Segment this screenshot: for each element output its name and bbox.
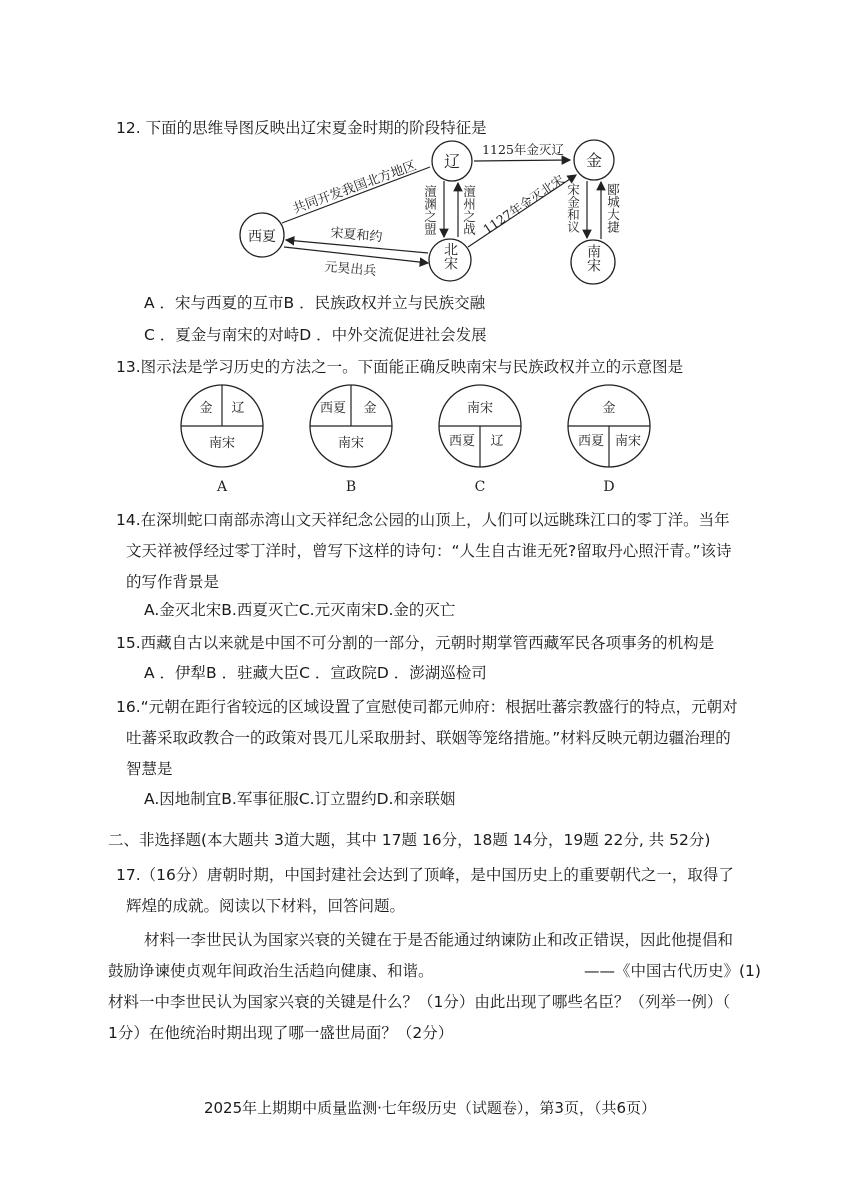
circle-option-c — [439, 385, 521, 495]
svg-text:南宋: 南宋 — [337, 436, 365, 451]
q16-line-2: 吐蕃采取政教合一的政策对畏兀儿采取册封、联姻等笼络措施。”材料反映元朝边疆治理的 — [126, 729, 731, 747]
q15-stem: 15.西藏自古以来就是中国不可分割的一部分，元朝时期掌管西藏军民各项事务的机构是 — [116, 634, 715, 652]
svg-text:西夏: 西夏 — [248, 229, 276, 245]
q14-line-2: 文天祥被俘经过零丁洋时，曾写下这样的诗句：“人生自古谁无死?留取丹心照汗青。”该诗 — [126, 542, 732, 560]
svg-text:南宋: 南宋 — [208, 436, 236, 451]
svg-text:北宋: 北宋 — [442, 242, 458, 270]
edge-label-xixia-liao: 共同开发我国北方地区 — [291, 158, 419, 217]
svg-text:金: 金 — [602, 401, 616, 416]
q16-line-1: 16.“元朝在距行省较远的区域设置了宣慰使司都元帅府：根据吐蕃宗教盛行的特点，元朝对 — [116, 698, 738, 716]
svg-text:南宋: 南宋 — [614, 434, 642, 449]
edge-label-chanyuan: 澶渊之盟 — [422, 185, 438, 235]
q13-stem: 13.图示法是学习历史的方法之一。下面能正确反映南宋与民族政权并立的示意图是 — [116, 358, 684, 376]
node-xixia — [240, 213, 284, 257]
edge-label-jin-beisong: 1127年金灭北宋 — [480, 171, 567, 237]
q13-circle-diagrams — [175, 382, 655, 500]
q16-options: A.因地制宜B.军事征服C.订立盟约D.和亲联姻 — [144, 790, 456, 808]
q17-material-line-1: 材料一李世民认为国家兴衰的关键在于是否能通过纳谏防止和改正错误，因此他提倡和 — [144, 931, 734, 949]
q17-line-1: 17.（16分）唐朝时期，中国封建社会达到了顶峰，是中国历史上的重要朝代之一，取得了 — [116, 866, 734, 884]
q14-line-3: 的写作背景是 — [126, 573, 220, 591]
q16-line-3: 智慧是 — [126, 760, 173, 778]
svg-text:西夏: 西夏 — [319, 401, 347, 416]
circle-option-b — [310, 385, 392, 495]
q12-options-2: C ．夏金与南宋的对峙D ．中外交流促进社会发展 — [144, 326, 487, 344]
svg-text:辽: 辽 — [443, 152, 461, 171]
svg-text:南宋: 南宋 — [585, 244, 601, 272]
q17-line-3: 材料一中李世民认为国家兴衰的关键是什么？（1分）由此出现了哪些名臣？（列举一例）（ — [108, 993, 731, 1011]
q14-options: A.金灭北宋B.西夏灭亡C.元灭南宋D.金的灭亡 — [144, 601, 456, 619]
svg-text:D: D — [603, 479, 615, 495]
circle-option-a — [181, 385, 263, 495]
q12-stem: 12. 下面的思维导图反映出辽宋夏金时期的阶段特征是 — [116, 119, 487, 137]
circle-option-d — [568, 385, 650, 495]
q17-material-line-2: 鼓励诤谏使贞观年间政治生活趋向健康、和谐。 — [108, 962, 434, 980]
svg-text:辽: 辽 — [490, 434, 504, 449]
node-liao — [432, 141, 472, 181]
svg-text:辽: 辽 — [231, 401, 245, 416]
q12-mind-map — [238, 135, 628, 290]
node-beisong — [429, 239, 471, 281]
svg-text:金: 金 — [585, 151, 603, 170]
q17-source: ——《中国古代历史》(1) — [584, 962, 761, 980]
edge-label-yancheng: 郾城大捷 — [605, 183, 621, 233]
svg-text:金: 金 — [363, 401, 377, 416]
svg-text:金: 金 — [199, 401, 213, 416]
svg-text:西夏: 西夏 — [448, 434, 476, 449]
q17-line-4: 1分）在他统治时期出现了哪一盛世局面？（2分） — [108, 1024, 454, 1042]
svg-text:西夏: 西夏 — [577, 434, 605, 449]
svg-text:A: A — [216, 479, 228, 495]
edge-label-songxia-heyue: 宋夏和约 — [329, 225, 383, 246]
q14-line-1: 14.在深圳蛇口南部赤湾山文天祥纪念公园的山顶上，人们可以远眺珠江口的零丁洋。当年 — [116, 511, 730, 529]
edge-label-songjin: 宋金和议 — [565, 183, 581, 233]
edge-label-chanzhou: 澶州之战 — [461, 185, 477, 235]
q17-line-2: 辉煌的成就。阅读以下材料，回答问题。 — [126, 897, 406, 915]
svg-text:C: C — [474, 479, 486, 495]
q12-options-1: A ．宋与西夏的互市B ．民族政权并立与民族交融 — [144, 294, 486, 312]
node-nansong — [571, 240, 615, 284]
q15-options: A ．伊犁B ．驻藏大臣C ．宣政院D ．澎湖巡检司 — [144, 664, 487, 682]
page-footer: 2025年上期期中质量监测·七年级历史（试题卷），第3页，（共6页） — [203, 1099, 657, 1117]
section-heading: 二、非选择题(本大题共 3道大题，其中 17题 16分，18题 14分，19题 22分, 共 52分) — [108, 831, 711, 849]
edge-label-yuanhao: 元昊出兵 — [323, 259, 377, 280]
svg-text:B: B — [345, 479, 357, 495]
node-jin — [574, 140, 614, 180]
svg-text:南宋: 南宋 — [466, 401, 494, 416]
edge-label-liao-jin: 1125年金灭辽 — [482, 142, 564, 157]
